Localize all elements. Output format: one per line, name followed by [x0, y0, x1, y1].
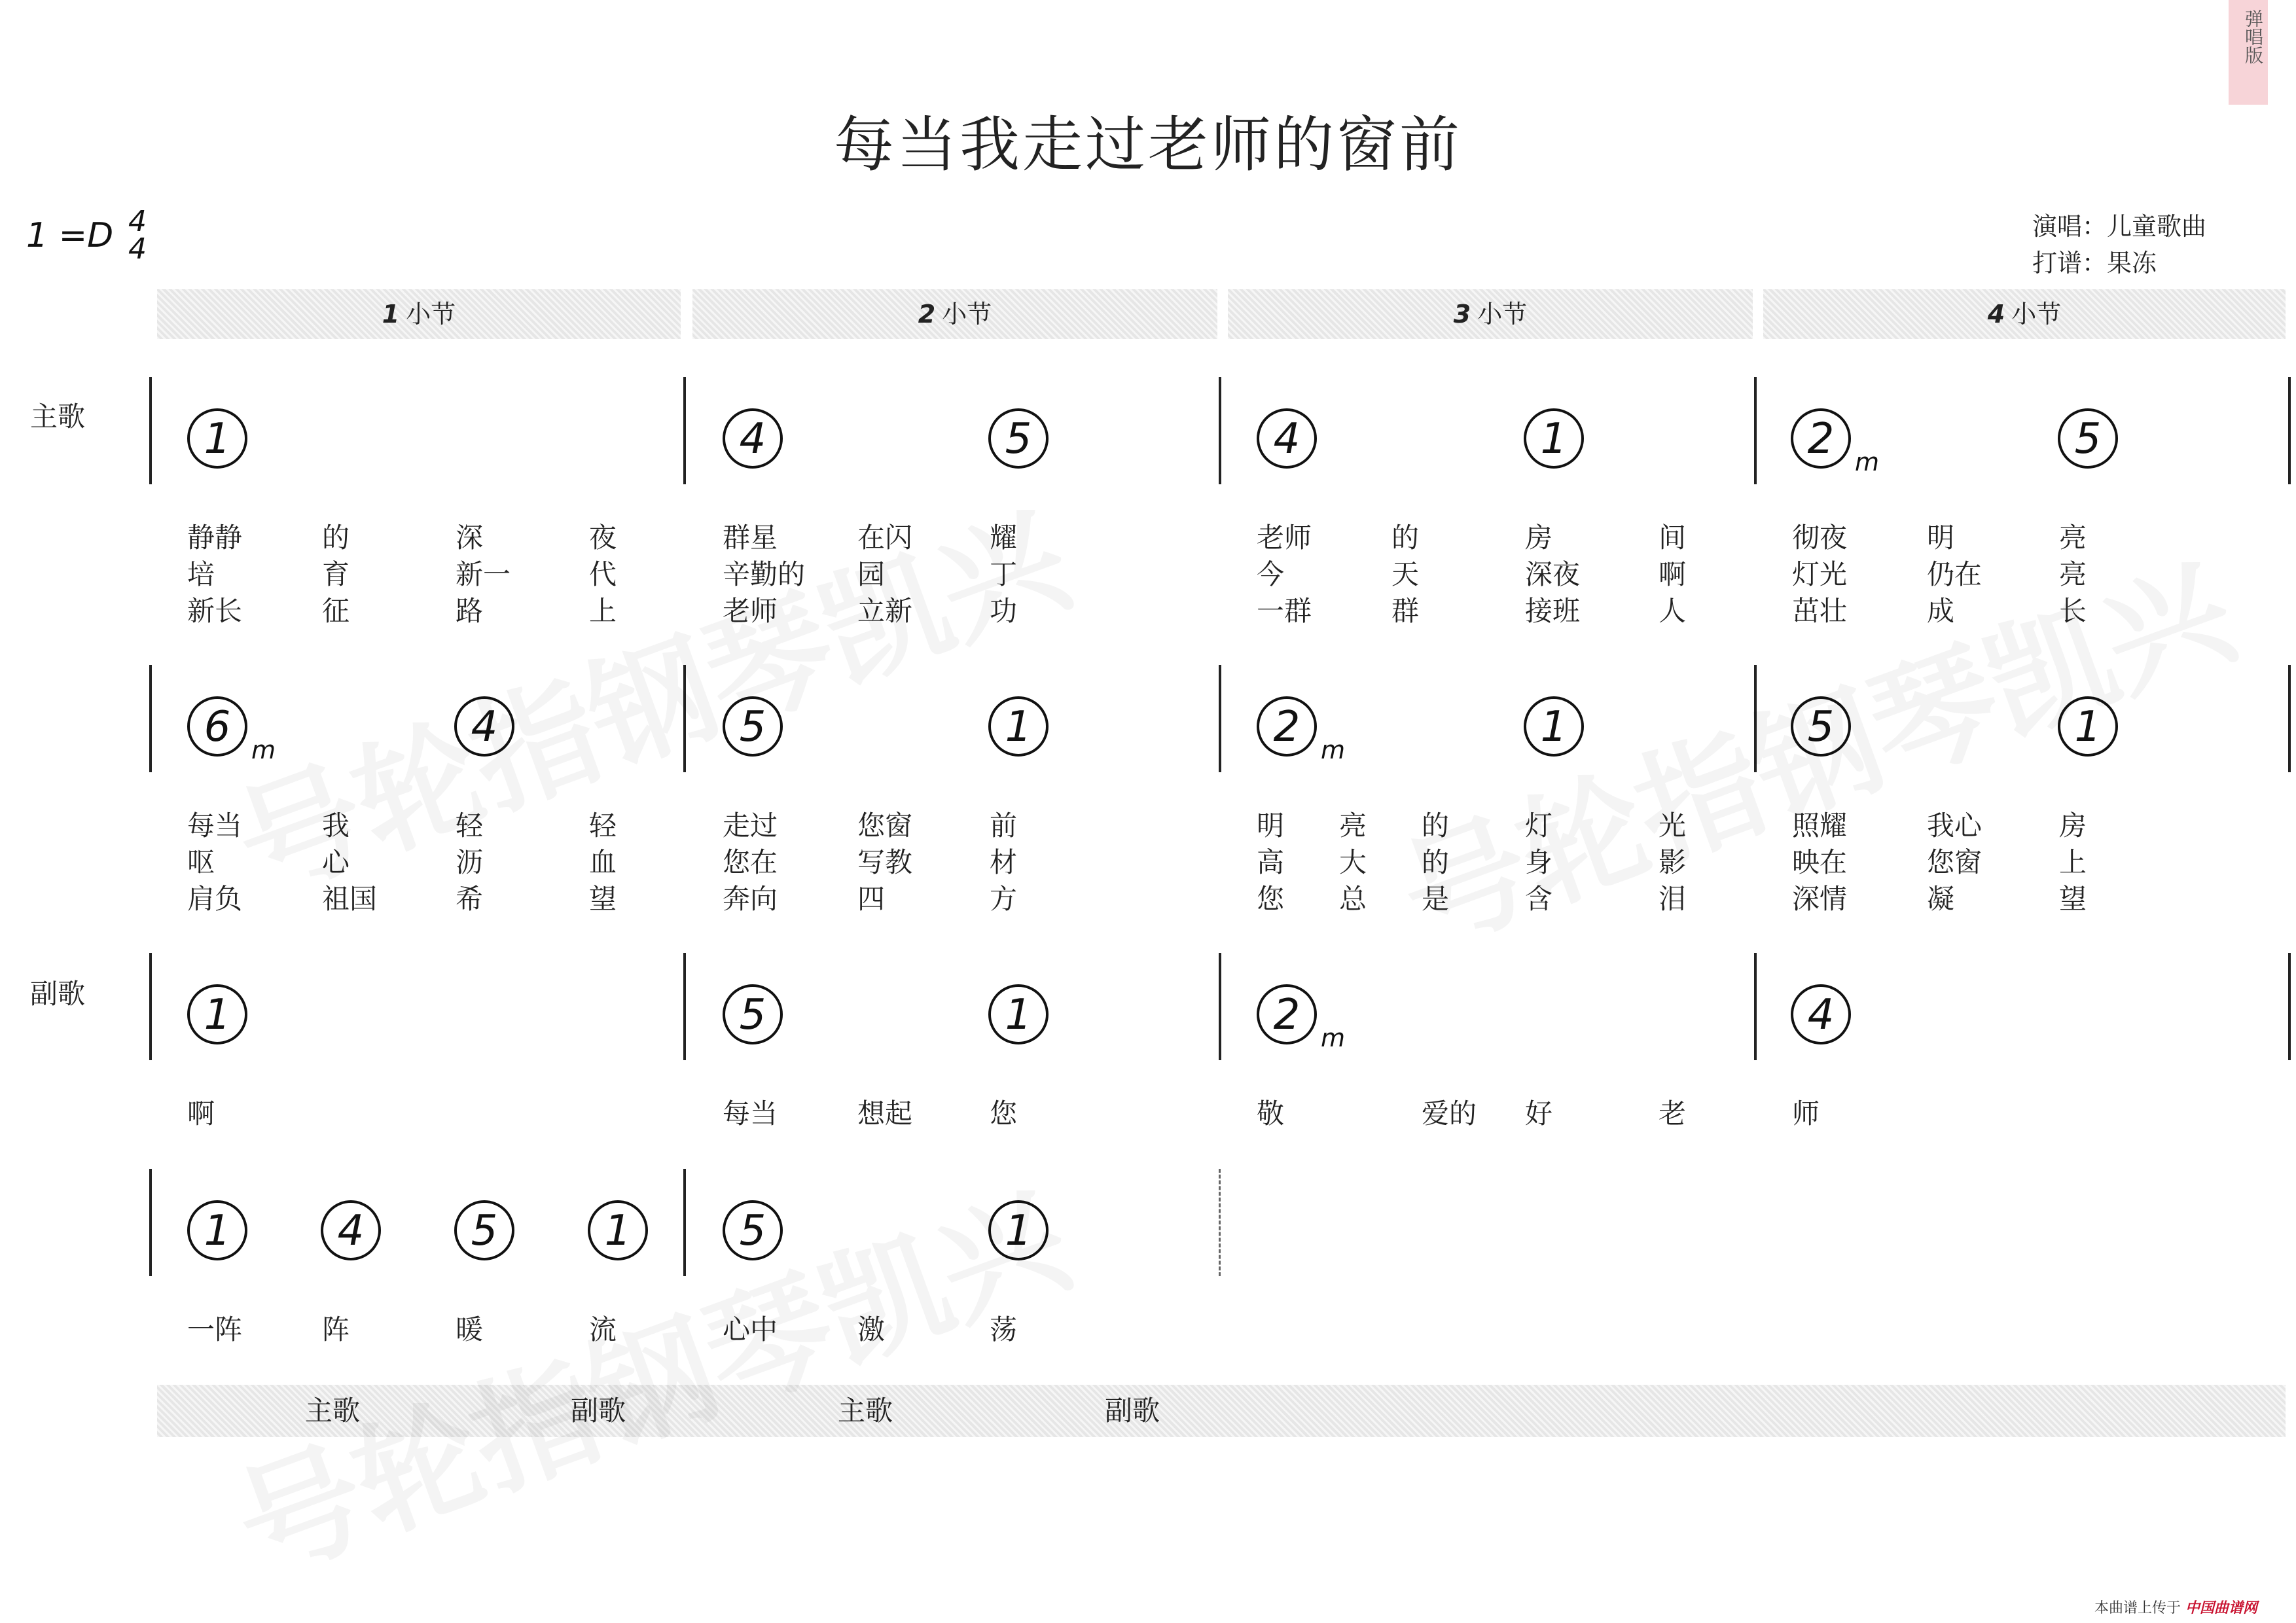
chord-symbol: 5	[1791, 696, 1851, 757]
chord-symbol: 5	[454, 1200, 514, 1260]
lyric: 您	[990, 1097, 1018, 1130]
time-signature-bottom: 4	[128, 232, 147, 266]
lyric: 心中	[723, 1313, 778, 1346]
chord-symbol: 4	[321, 1200, 381, 1260]
lyric: 今	[1257, 558, 1285, 590]
lyric: 映在	[1792, 846, 1848, 878]
chord-symbol: 1	[187, 984, 247, 1044]
lyric: 是	[1422, 883, 1450, 915]
version-tag	[2229, 0, 2268, 105]
lyric: 每当	[187, 810, 243, 842]
lyric: 含	[1525, 883, 1553, 915]
lyric: 夜	[589, 522, 617, 554]
barline	[683, 377, 686, 484]
lyric: 新一	[456, 558, 511, 590]
lyric: 啊	[1659, 558, 1687, 590]
lyric: 人	[1659, 595, 1687, 627]
lyric: 房	[1525, 522, 1553, 554]
chord-symbol: 2	[1257, 984, 1317, 1044]
lyric: 泪	[1659, 883, 1687, 915]
barline	[1754, 377, 1757, 484]
lyric: 亮	[2059, 522, 2087, 554]
lyric: 深夜	[1525, 558, 1581, 590]
lyric: 立新	[857, 595, 913, 627]
chord-symbol: 2	[1791, 408, 1851, 469]
lyric: 亮	[1339, 810, 1367, 842]
measure-label: 小节	[406, 300, 456, 329]
lyric: 啊	[187, 1097, 215, 1130]
barline	[149, 1169, 152, 1276]
lyric: 您窗	[1927, 846, 1982, 878]
lyric: 的	[1422, 810, 1450, 842]
lyric: 间	[1659, 522, 1687, 554]
lyric: 写教	[857, 846, 913, 878]
lyric: 长	[2059, 595, 2087, 627]
lyric: 方	[990, 883, 1018, 915]
lyric: 希	[456, 883, 484, 915]
chord-symbol: 1	[1524, 408, 1584, 469]
credits	[2032, 208, 2206, 281]
lyric: 四	[857, 883, 886, 915]
lyric: 呕	[187, 846, 215, 878]
lyric: 望	[2059, 883, 2087, 915]
chord-symbol: 1	[988, 984, 1049, 1044]
measure-number: 2	[918, 300, 936, 329]
lyric: 阵	[322, 1313, 350, 1346]
lyric: 您	[1257, 883, 1285, 915]
source-footnote	[2094, 1597, 2257, 1617]
lyric: 的	[1391, 522, 1420, 554]
barline	[683, 1169, 686, 1276]
chord-symbol: 1	[988, 696, 1049, 757]
chord-symbol: 5	[723, 1200, 783, 1260]
lyric: 祖国	[322, 883, 378, 915]
chord-symbol: 5	[988, 408, 1049, 469]
lyric: 沥	[456, 846, 484, 878]
measure-number: 1	[382, 300, 400, 329]
lyric: 一阵	[187, 1313, 243, 1346]
lyric: 好	[1525, 1097, 1553, 1130]
structure-item: 副歌	[1105, 1395, 1160, 1427]
time-signature-top: 4	[128, 205, 147, 238]
lyric: 荡	[990, 1313, 1018, 1346]
singer-credit: 演唱：儿童歌曲	[2032, 212, 2207, 241]
key-signature: 1 =D	[26, 216, 114, 255]
lyric: 总	[1339, 883, 1367, 915]
lyric: 接班	[1525, 595, 1581, 627]
lyric: 在闪	[857, 522, 913, 554]
lyric: 征	[322, 595, 350, 627]
lyric: 老师	[723, 595, 778, 627]
lyric: 光	[1659, 810, 1687, 842]
lyric: 功	[990, 595, 1018, 627]
lyric: 前	[990, 810, 1018, 842]
lyric: 辛勤的	[723, 558, 806, 590]
lyric: 影	[1659, 846, 1687, 878]
lyric: 新长	[187, 595, 243, 627]
lyric: 深情	[1792, 883, 1848, 915]
lyric: 成	[1927, 595, 1955, 627]
barline	[683, 953, 686, 1060]
measure-header-4	[1763, 289, 2286, 339]
chord-symbol: 4	[723, 408, 783, 469]
lyric: 彻夜	[1792, 522, 1848, 554]
chord-symbol: 2	[1257, 696, 1317, 757]
measure-label: 小节	[2011, 300, 2062, 329]
lyric: 一群	[1257, 595, 1312, 627]
chord-symbol: 4	[1257, 408, 1317, 469]
barline	[2288, 953, 2291, 1060]
lyric: 心	[322, 846, 350, 878]
chord-symbol: 4	[454, 696, 514, 757]
barline	[149, 665, 152, 772]
lyric: 流	[589, 1313, 617, 1346]
lyric: 亮	[2059, 558, 2087, 590]
chord-symbol: 1	[1524, 696, 1584, 757]
lyric: 仍在	[1927, 558, 1982, 590]
lyric: 的	[1422, 846, 1450, 878]
chord-symbol: 1	[588, 1200, 648, 1260]
lyric: 血	[589, 846, 617, 878]
measure-label: 小节	[942, 300, 992, 329]
lyric: 凝	[1927, 883, 1955, 915]
arranger-credit: 打谱：果冻	[2032, 249, 2157, 277]
chord-symbol: 1	[988, 1200, 1049, 1260]
lyric: 明	[1927, 522, 1955, 554]
lyric: 静静	[187, 522, 243, 554]
lyric: 房	[2059, 810, 2087, 842]
lyric: 天	[1391, 558, 1420, 590]
chord-symbol: 6	[187, 696, 247, 757]
barline	[149, 953, 152, 1060]
lyric: 照耀	[1792, 810, 1848, 842]
measure-number: 4	[1987, 300, 2005, 329]
lyric: 大	[1339, 846, 1367, 878]
barline	[149, 377, 152, 484]
lyric: 老师	[1257, 522, 1312, 554]
lyric: 路	[456, 595, 484, 627]
lyric: 群星	[723, 522, 778, 554]
lyric: 想起	[857, 1097, 913, 1130]
chord-quality: m	[1321, 1024, 1346, 1052]
barline	[1219, 953, 1221, 1060]
lyric: 的	[322, 522, 350, 554]
lyric: 群	[1391, 595, 1420, 627]
chord-quality: m	[1321, 736, 1346, 764]
measure-header-2	[692, 289, 1217, 339]
chorus-label: 副歌	[30, 978, 86, 1010]
measure-label: 小节	[1477, 300, 1528, 329]
lyric: 培	[187, 558, 215, 590]
lyric: 高	[1257, 846, 1285, 878]
verse-label: 主歌	[30, 401, 86, 433]
lyric: 灯	[1525, 810, 1553, 842]
barline	[1219, 377, 1221, 484]
chord-symbol: 5	[2058, 408, 2118, 469]
lyric: 轻	[589, 810, 617, 842]
lyric: 我心	[1927, 810, 1982, 842]
lyric: 代	[589, 558, 617, 590]
chord-symbol: 5	[723, 696, 783, 757]
lyric: 走过	[723, 810, 778, 842]
lyric: 育	[322, 558, 350, 590]
lyric: 您在	[723, 846, 778, 878]
lyric: 每当	[723, 1097, 778, 1130]
lyric: 茁壮	[1792, 595, 1848, 627]
lyric: 肩负	[187, 883, 243, 915]
footnote-text: 本曲谱上传于	[2094, 1600, 2181, 1616]
chord-symbol: 1	[187, 408, 247, 469]
version-tag-label: 弹唱版	[2242, 9, 2264, 64]
barline	[2288, 377, 2291, 484]
barline	[2288, 665, 2291, 772]
structure-item: 主歌	[305, 1395, 361, 1427]
measure-header-3	[1228, 289, 1753, 339]
lyric: 上	[589, 595, 617, 627]
lyric: 我	[322, 810, 350, 842]
barline	[1754, 953, 1757, 1060]
lyric: 奔向	[723, 883, 778, 915]
barline	[1219, 665, 1221, 772]
lyric: 轻	[456, 810, 484, 842]
lyric: 耀	[990, 522, 1018, 554]
lyric: 身	[1525, 846, 1553, 878]
lyric: 您窗	[857, 810, 913, 842]
lyric: 暖	[456, 1313, 484, 1346]
site-logo: 中国曲谱网	[2185, 1600, 2258, 1616]
lyric: 深	[456, 522, 484, 554]
chord-symbol: 1	[187, 1200, 247, 1260]
chord-quality: m	[251, 736, 276, 764]
lyric: 灯光	[1792, 558, 1848, 590]
lyric: 明	[1257, 810, 1285, 842]
lyric: 材	[990, 846, 1018, 878]
lyric: 丁	[990, 558, 1018, 590]
lyric: 上	[2059, 846, 2087, 878]
end-barline	[1219, 1169, 1221, 1276]
measure-header-1	[157, 289, 681, 339]
measure-number: 3	[1453, 300, 1471, 329]
chord-symbol: 4	[1791, 984, 1851, 1044]
page-title: 每当我走过老师的窗前	[833, 110, 1462, 180]
lyric: 园	[857, 558, 886, 590]
time-signature	[124, 205, 151, 266]
lyric: 老	[1659, 1097, 1687, 1130]
lyric: 激	[857, 1313, 886, 1346]
lyric: 爱的	[1422, 1097, 1477, 1130]
structure-item: 副歌	[571, 1395, 626, 1427]
lyric: 望	[589, 883, 617, 915]
lyric: 敬	[1257, 1097, 1285, 1130]
chord-quality: m	[1855, 448, 1880, 476]
lyric: 师	[1792, 1097, 1820, 1130]
structure-item: 主歌	[838, 1395, 893, 1427]
chord-symbol: 5	[723, 984, 783, 1044]
chord-symbol: 1	[2058, 696, 2118, 757]
